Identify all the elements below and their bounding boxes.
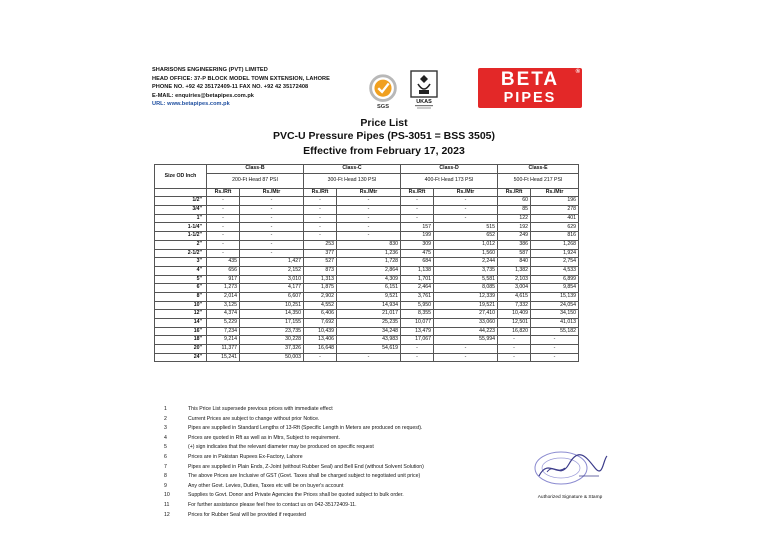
price-cell: - bbox=[531, 336, 579, 345]
price-cell: 2,244 bbox=[434, 258, 498, 267]
price-cell: 1,875 bbox=[304, 284, 337, 293]
note-number: 10 bbox=[164, 492, 170, 499]
signature-stamp-icon bbox=[529, 446, 609, 492]
size-cell: 4" bbox=[155, 266, 207, 275]
price-cell: 23,735 bbox=[240, 327, 304, 336]
price-cell: - bbox=[337, 223, 401, 232]
note-number: 7 bbox=[164, 463, 167, 470]
price-cell: 8,085 bbox=[434, 284, 498, 293]
size-cell: 5" bbox=[155, 275, 207, 284]
price-cell: 1,268 bbox=[531, 240, 579, 249]
price-cell: 16,820 bbox=[498, 327, 531, 336]
price-cell: 1,560 bbox=[434, 249, 498, 258]
note-text: This Price List supersede previous prices with immediate effect bbox=[188, 406, 333, 412]
price-cell: 11,377 bbox=[207, 345, 240, 354]
price-cell: 2,464 bbox=[401, 284, 434, 293]
size-cell: 1-1/2" bbox=[155, 232, 207, 241]
note-number: 4 bbox=[164, 434, 167, 441]
class-head-header: 300-Ft Head 130 PSI bbox=[304, 173, 401, 188]
note-number: 6 bbox=[164, 453, 167, 460]
page-title: Price List bbox=[360, 117, 408, 129]
price-cell: 17,067 bbox=[401, 336, 434, 345]
company-name: SHARISONS ENGINEERING (PVT) LIMITED bbox=[152, 67, 268, 73]
unit-header: Rs./Mtr bbox=[531, 188, 579, 197]
price-cell: 7,332 bbox=[498, 301, 531, 310]
price-cell: 2,014 bbox=[207, 292, 240, 301]
note-text: Prices are quoted in Rft as well as in Mtrs, Subject to requirement. bbox=[188, 434, 340, 441]
unit-header: Rs./Rft bbox=[401, 188, 434, 197]
price-cell: 9,214 bbox=[207, 336, 240, 345]
class-name-header: Class-B bbox=[207, 165, 304, 174]
price-cell: 3,004 bbox=[498, 284, 531, 293]
price-cell: 6,151 bbox=[337, 284, 401, 293]
price-cell: - bbox=[401, 345, 434, 354]
note-item bbox=[164, 463, 424, 473]
price-cell: 10,077 bbox=[401, 319, 434, 328]
price-cell: - bbox=[240, 249, 304, 258]
price-cell: 34,248 bbox=[337, 327, 401, 336]
notes-list bbox=[164, 405, 424, 520]
price-cell: 1,138 bbox=[401, 266, 434, 275]
size-cell: 2" bbox=[155, 240, 207, 249]
class-name-header: Class-E bbox=[498, 165, 579, 174]
price-cell: - bbox=[434, 206, 498, 215]
price-table bbox=[154, 164, 579, 362]
price-cell: 3,735 bbox=[434, 266, 498, 275]
price-cell: - bbox=[240, 232, 304, 241]
price-cell: 6,607 bbox=[240, 292, 304, 301]
price-cell: - bbox=[337, 206, 401, 215]
price-cell: 656 bbox=[207, 266, 240, 275]
price-cell: 830 bbox=[337, 240, 401, 249]
signature-caption: Authorized Signature & Stamp bbox=[537, 495, 603, 500]
note-item bbox=[164, 453, 424, 463]
price-cell: 278 bbox=[531, 206, 579, 215]
unit-header: Rs./Rft bbox=[304, 188, 337, 197]
class-head-header: 200-Ft Head 87 PSI bbox=[207, 173, 304, 188]
price-cell: 515 bbox=[434, 223, 498, 232]
size-header: Size OD Inch bbox=[155, 165, 207, 189]
price-cell: 2,864 bbox=[337, 266, 401, 275]
price-cell: - bbox=[304, 206, 337, 215]
price-cell: 6,406 bbox=[304, 310, 337, 319]
size-cell: 6" bbox=[155, 284, 207, 293]
price-cell: 816 bbox=[531, 232, 579, 241]
size-cell: 20" bbox=[155, 345, 207, 354]
table-row bbox=[155, 240, 579, 249]
price-cell: 1,701 bbox=[401, 275, 434, 284]
note-item bbox=[164, 415, 424, 425]
price-cell: - bbox=[337, 197, 401, 206]
price-cell: 85 bbox=[498, 206, 531, 215]
price-cell: - bbox=[434, 345, 498, 354]
table-row bbox=[155, 249, 579, 258]
note-item bbox=[164, 482, 424, 492]
brand-bottom: PIPES bbox=[503, 90, 557, 106]
note-item bbox=[164, 491, 424, 501]
table-row bbox=[155, 310, 579, 319]
price-cell: 1,728 bbox=[337, 258, 401, 267]
table-row bbox=[155, 284, 579, 293]
price-cell: 8,355 bbox=[401, 310, 434, 319]
note-text: Supplies to Govt. Donor and Private Agencies the Prices shall be quoted subject to bulk order. bbox=[188, 492, 404, 499]
price-cell: 2,902 bbox=[304, 292, 337, 301]
price-cell: 527 bbox=[304, 258, 337, 267]
price-cell: - bbox=[531, 345, 579, 354]
price-cell: 4,374 bbox=[207, 310, 240, 319]
price-cell: 9,521 bbox=[337, 292, 401, 301]
size-cell: 1" bbox=[155, 214, 207, 223]
price-cell: 684 bbox=[401, 258, 434, 267]
price-cell: 33,060 bbox=[434, 319, 498, 328]
price-cell: - bbox=[207, 249, 240, 258]
size-cell: 18" bbox=[155, 336, 207, 345]
price-cell: 15,139 bbox=[531, 292, 579, 301]
price-cell: - bbox=[207, 206, 240, 215]
price-cell: 1,236 bbox=[337, 249, 401, 258]
note-number: 3 bbox=[164, 425, 167, 432]
price-cell: - bbox=[337, 353, 401, 362]
table-row bbox=[155, 345, 579, 354]
note-number: 12 bbox=[164, 511, 170, 518]
size-cell: 14" bbox=[155, 319, 207, 328]
note-item bbox=[164, 424, 424, 434]
price-cell: 41,013 bbox=[531, 319, 579, 328]
price-cell: 1,427 bbox=[240, 258, 304, 267]
price-cell: - bbox=[207, 197, 240, 206]
table-row bbox=[155, 292, 579, 301]
price-cell: 192 bbox=[498, 223, 531, 232]
table-row bbox=[155, 266, 579, 275]
price-cell: 10,251 bbox=[240, 301, 304, 310]
class-name-header: Class-C bbox=[304, 165, 401, 174]
price-cell: - bbox=[337, 214, 401, 223]
price-cell: 37,326 bbox=[240, 345, 304, 354]
class-head-header: 400-Ft Head 173 PSI bbox=[401, 173, 498, 188]
sgs-logo-icon bbox=[364, 72, 402, 110]
company-email[interactable]: E-MAIL: enquiries@betapipes.com.pk bbox=[152, 92, 254, 99]
price-cell: - bbox=[337, 232, 401, 241]
table-row bbox=[155, 206, 579, 215]
price-cell: 14,350 bbox=[240, 310, 304, 319]
price-cell: 4,615 bbox=[498, 292, 531, 301]
unit-header: Rs./Rft bbox=[207, 188, 240, 197]
price-cell: 5,229 bbox=[207, 319, 240, 328]
note-number: 5 bbox=[164, 444, 167, 451]
price-cell: 386 bbox=[498, 240, 531, 249]
price-cell: - bbox=[240, 223, 304, 232]
price-cell: - bbox=[498, 353, 531, 362]
price-cell: 9,854 bbox=[531, 284, 579, 293]
note-text: Any other Govt. Levies, Duties, Taxes etc will be on buyer's account bbox=[188, 482, 344, 489]
size-header-blank bbox=[155, 188, 207, 197]
table-row bbox=[155, 258, 579, 267]
price-cell: 652 bbox=[434, 232, 498, 241]
price-cell: 50,003 bbox=[240, 353, 304, 362]
effective-date: Effective from February 17, 2023 bbox=[303, 145, 465, 157]
price-cell: 1,382 bbox=[498, 266, 531, 275]
company-office: HEAD OFFICE: 37-P BLOCK MODEL TOWN EXTENSION, LAHORE bbox=[152, 75, 330, 82]
table-row bbox=[155, 327, 579, 336]
price-cell: - bbox=[304, 353, 337, 362]
price-cell: - bbox=[498, 345, 531, 354]
price-cell: - bbox=[401, 197, 434, 206]
price-cell: 7,692 bbox=[304, 319, 337, 328]
note-number: 2 bbox=[164, 415, 167, 422]
size-cell: 2-1/2" bbox=[155, 249, 207, 258]
price-cell: - bbox=[498, 336, 531, 345]
note-number: 9 bbox=[164, 482, 167, 489]
note-text: Pipes are supplied in Plain Ends, Z-Joint (without Rubber Seal) and Bell End (without Solvent Solution) bbox=[188, 463, 424, 470]
price-cell: 196 bbox=[531, 197, 579, 206]
price-cell: - bbox=[401, 206, 434, 215]
sgs-label: SGS bbox=[376, 104, 390, 110]
note-item bbox=[164, 511, 424, 521]
class-name-header: Class-D bbox=[401, 165, 498, 174]
price-cell: 873 bbox=[304, 266, 337, 275]
price-cell: 6,899 bbox=[531, 275, 579, 284]
company-phone: PHONE NO. +92 42 35172409-11 FAX NO. +92 42 35172408 bbox=[152, 84, 309, 91]
table-row bbox=[155, 275, 579, 284]
price-cell: 401 bbox=[531, 214, 579, 223]
note-text: (+) sign indicates that the relevant diameter may be produced on specific request bbox=[188, 444, 374, 451]
note-number: 11 bbox=[164, 501, 170, 508]
unit-header: Rs./Mtr bbox=[240, 188, 304, 197]
price-cell: 2,103 bbox=[498, 275, 531, 284]
table-row bbox=[155, 319, 579, 328]
price-cell: 21,017 bbox=[337, 310, 401, 319]
price-cell: 1,012 bbox=[434, 240, 498, 249]
note-number: 1 bbox=[164, 406, 167, 412]
price-cell: 30,228 bbox=[240, 336, 304, 345]
price-cell: 4,552 bbox=[304, 301, 337, 310]
note-text: Current Prices are subject to change without prior Notice. bbox=[188, 415, 320, 422]
size-cell: 3/4" bbox=[155, 206, 207, 215]
table-row bbox=[155, 336, 579, 345]
price-cell: 249 bbox=[498, 232, 531, 241]
price-cell: 3,010 bbox=[240, 275, 304, 284]
note-text: Pipes are supplied in Standard Lengths of 13-Rft (Specific Length in Meters are produced on request). bbox=[188, 425, 423, 432]
price-cell: 199 bbox=[401, 232, 434, 241]
price-cell: 5,950 bbox=[401, 301, 434, 310]
price-cell: 16,648 bbox=[304, 345, 337, 354]
price-cell: 377 bbox=[304, 249, 337, 258]
note-item bbox=[164, 434, 424, 444]
unit-header: Rs./Mtr bbox=[337, 188, 401, 197]
price-cell: - bbox=[434, 214, 498, 223]
price-cell: 309 bbox=[401, 240, 434, 249]
note-item bbox=[164, 443, 424, 453]
price-cell: 10,409 bbox=[498, 310, 531, 319]
size-cell: 24" bbox=[155, 353, 207, 362]
size-cell: 3" bbox=[155, 258, 207, 267]
price-cell: 587 bbox=[498, 249, 531, 258]
price-cell: 1,313 bbox=[304, 275, 337, 284]
price-cell: - bbox=[401, 214, 434, 223]
price-cell: - bbox=[240, 240, 304, 249]
price-cell: 2,152 bbox=[240, 266, 304, 275]
note-item bbox=[164, 501, 424, 511]
note-text: Prices are in Pakistan Rupees Ex-Factory, Lahore bbox=[188, 453, 303, 460]
size-cell: 12" bbox=[155, 310, 207, 319]
price-cell: - bbox=[434, 353, 498, 362]
table-row bbox=[155, 223, 579, 232]
price-cell: 25,235 bbox=[337, 319, 401, 328]
note-text: The above Prices are Inclusive of GST (Govt. Taxes shall be charged subject to negotiated unit price) bbox=[188, 473, 421, 480]
size-cell: 1-1/4" bbox=[155, 223, 207, 232]
price-cell: 3,125 bbox=[207, 301, 240, 310]
price-cell: - bbox=[434, 197, 498, 206]
price-cell: 3,761 bbox=[401, 292, 434, 301]
price-cell: 4,177 bbox=[240, 284, 304, 293]
table-row bbox=[155, 232, 579, 241]
price-cell: 55,994 bbox=[434, 336, 498, 345]
size-cell: 16" bbox=[155, 327, 207, 336]
price-cell: 12,501 bbox=[498, 319, 531, 328]
price-cell: 54,619 bbox=[337, 345, 401, 354]
table-row bbox=[155, 353, 579, 362]
company-url[interactable]: URL: www.betapipes.com.pk bbox=[152, 101, 230, 108]
price-cell: - bbox=[531, 353, 579, 362]
class-head-header: 500-Ft Head 217 PSI bbox=[498, 173, 579, 188]
price-cell: 157 bbox=[401, 223, 434, 232]
price-cell: 12,339 bbox=[434, 292, 498, 301]
price-cell: 15,241 bbox=[207, 353, 240, 362]
price-cell: 44,223 bbox=[434, 327, 498, 336]
product-title: PVC-U Pressure Pipes (PS-3051 = BSS 3505) bbox=[272, 130, 496, 142]
ukas-label: UKAS bbox=[416, 99, 432, 105]
price-cell: 43,983 bbox=[337, 336, 401, 345]
price-cell: 55,182 bbox=[531, 327, 579, 336]
table-row bbox=[155, 197, 579, 206]
company-header bbox=[152, 66, 330, 109]
price-cell: 4,533 bbox=[531, 266, 579, 275]
size-cell: 1/2" bbox=[155, 197, 207, 206]
price-cell: - bbox=[207, 232, 240, 241]
price-cell: 60 bbox=[498, 197, 531, 206]
size-cell: 10" bbox=[155, 301, 207, 310]
price-cell: 1,924 bbox=[531, 249, 579, 258]
price-cell: - bbox=[207, 240, 240, 249]
price-cell: 917 bbox=[207, 275, 240, 284]
price-cell: - bbox=[240, 197, 304, 206]
unit-header: Rs./Mtr bbox=[434, 188, 498, 197]
price-cell: - bbox=[304, 232, 337, 241]
price-cell: 19,521 bbox=[434, 301, 498, 310]
price-cell: 13,479 bbox=[401, 327, 434, 336]
price-cell: - bbox=[207, 214, 240, 223]
brand-top: BETA bbox=[500, 69, 560, 90]
price-cell: - bbox=[304, 214, 337, 223]
price-cell: - bbox=[207, 223, 240, 232]
unit-header: Rs./Rft bbox=[498, 188, 531, 197]
price-cell: 14,934 bbox=[337, 301, 401, 310]
price-cell: - bbox=[240, 214, 304, 223]
price-cell: 1,273 bbox=[207, 284, 240, 293]
price-cell: 10,439 bbox=[304, 327, 337, 336]
price-cell: 7,234 bbox=[207, 327, 240, 336]
note-item bbox=[164, 405, 424, 415]
note-text: Prices for Rubber Seal will be provided if requested bbox=[188, 511, 306, 518]
beta-pipes-logo bbox=[478, 68, 582, 108]
price-cell: - bbox=[401, 353, 434, 362]
registered-mark: ® bbox=[575, 69, 580, 75]
price-cell: 2,754 bbox=[531, 258, 579, 267]
certification-logos bbox=[356, 68, 591, 112]
price-cell: 27,410 bbox=[434, 310, 498, 319]
price-cell: 24,054 bbox=[531, 301, 579, 310]
note-text: For further assistance please feel free to contact us on 042-35172409-11. bbox=[188, 501, 357, 508]
price-cell: 253 bbox=[304, 240, 337, 249]
note-item bbox=[164, 472, 424, 482]
price-cell: - bbox=[304, 197, 337, 206]
price-cell: 629 bbox=[531, 223, 579, 232]
price-cell: 435 bbox=[207, 258, 240, 267]
table-row bbox=[155, 301, 579, 310]
price-cell: - bbox=[304, 223, 337, 232]
ukas-logo-icon bbox=[408, 70, 440, 110]
size-cell: 8" bbox=[155, 292, 207, 301]
price-cell: 13,406 bbox=[304, 336, 337, 345]
price-cell: 5,581 bbox=[434, 275, 498, 284]
price-cell: 34,150 bbox=[531, 310, 579, 319]
note-number: 8 bbox=[164, 473, 167, 480]
price-cell: 122 bbox=[498, 214, 531, 223]
price-cell: 840 bbox=[498, 258, 531, 267]
price-cell: 4,309 bbox=[337, 275, 401, 284]
price-cell: - bbox=[240, 206, 304, 215]
price-cell: 17,155 bbox=[240, 319, 304, 328]
table-row bbox=[155, 214, 579, 223]
price-cell: 475 bbox=[401, 249, 434, 258]
